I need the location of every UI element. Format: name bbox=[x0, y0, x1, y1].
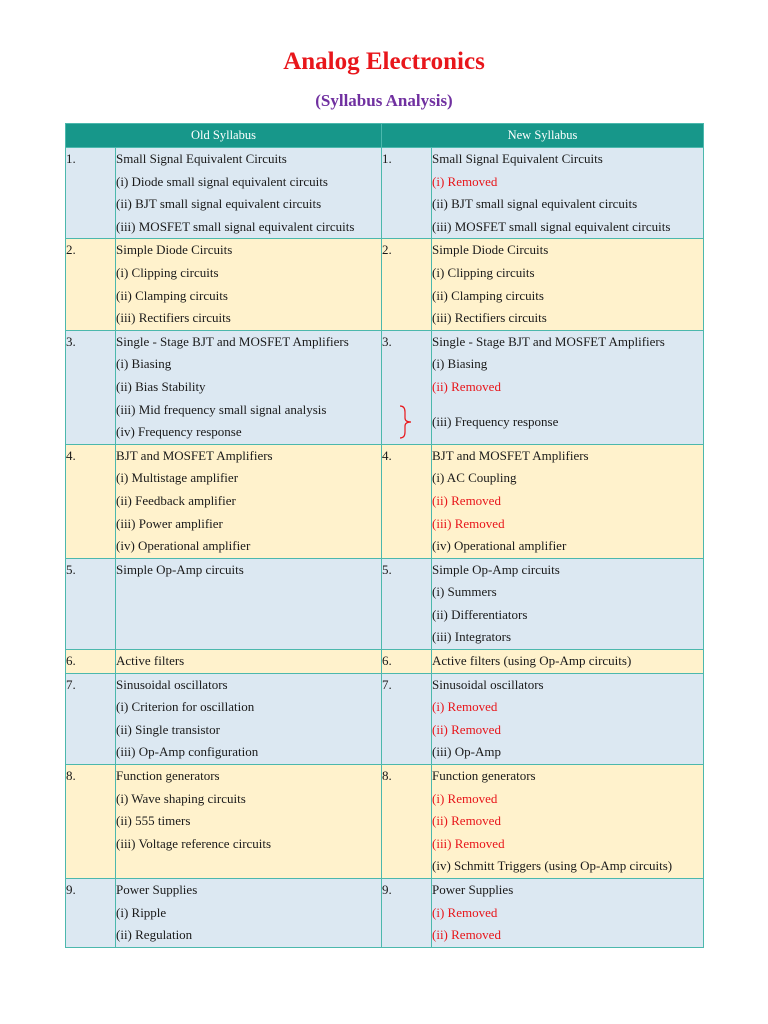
table-header-row bbox=[66, 124, 704, 148]
table-row bbox=[66, 879, 704, 948]
old-item-number: 3. bbox=[66, 330, 116, 444]
subtopic-item: (i) Biasing bbox=[116, 356, 172, 372]
subtopic-item: (i) Clipping circuits bbox=[432, 264, 535, 280]
new-topic-cell bbox=[432, 239, 704, 330]
topic-title: Simple Op-Amp circuits bbox=[432, 561, 560, 577]
subtopic-item: (i) Ripple bbox=[116, 904, 167, 920]
removed-subtopic: (ii) Removed bbox=[432, 492, 501, 508]
old-topic-cell bbox=[116, 673, 382, 764]
removed-subtopic: (ii) Removed bbox=[432, 721, 501, 737]
topic-title: Simple Diode Circuits bbox=[116, 242, 233, 258]
subtopic-item: (iii) Op-Amp configuration bbox=[116, 744, 259, 760]
subtopic-item: (ii) Clamping circuits bbox=[116, 287, 228, 303]
old-topic-cell bbox=[116, 148, 382, 239]
old-topic-cell bbox=[116, 765, 382, 879]
subtopic-item: (ii) Differentiators bbox=[432, 606, 528, 622]
syllabus-table bbox=[65, 123, 704, 948]
table-row bbox=[66, 673, 704, 764]
topic-title: BJT and MOSFET Amplifiers bbox=[432, 447, 589, 463]
subtopic-item: (iv) Operational amplifier bbox=[432, 538, 567, 554]
table-row bbox=[66, 330, 704, 444]
topic-title: Power Supplies bbox=[116, 882, 198, 897]
table-row bbox=[66, 765, 704, 879]
table-row bbox=[66, 558, 704, 649]
table-row bbox=[66, 148, 704, 239]
old-item-number: 9. bbox=[66, 879, 116, 948]
old-topic-cell bbox=[116, 558, 382, 649]
subtopic-item: (ii) Clamping circuits bbox=[432, 287, 544, 303]
topic-title: Active filters bbox=[116, 653, 185, 669]
new-item-number: 9. bbox=[382, 879, 432, 948]
subtopic-item: (iii) Voltage reference circuits bbox=[116, 835, 272, 851]
new-topic-cell bbox=[432, 673, 704, 764]
page-title: Analog Electronics bbox=[283, 48, 485, 75]
old-topic-cell bbox=[116, 879, 382, 948]
subtopic-item: (i) Diode small signal equivalent circuits bbox=[116, 173, 328, 189]
topic-title: Function generators bbox=[432, 768, 536, 784]
new-item-number: 1. bbox=[382, 148, 432, 239]
new-topic-cell bbox=[432, 879, 704, 948]
table-row bbox=[66, 444, 704, 558]
subtopic-item: (i) AC Coupling bbox=[432, 470, 517, 486]
subtopic-item: (ii) BJT small signal equivalent circuits bbox=[432, 196, 638, 212]
old-item-number: 1. bbox=[66, 148, 116, 239]
removed-subtopic: (iii) Removed bbox=[432, 835, 505, 851]
subtopic-item: (iii) Op-Amp bbox=[432, 744, 501, 760]
old-topic-cell bbox=[116, 330, 382, 444]
new-item-number: 2. bbox=[382, 239, 432, 330]
new-item-number: 8. bbox=[382, 765, 432, 879]
subtopic-item: (iii) Frequency response bbox=[432, 413, 559, 429]
subtopic-item: (ii) Regulation bbox=[116, 927, 193, 943]
topic-title: Single - Stage BJT and MOSFET Amplifiers bbox=[432, 333, 665, 349]
new-syllabus-header: New Syllabus bbox=[382, 124, 704, 148]
removed-subtopic: (i) Removed bbox=[432, 904, 498, 920]
topic-title: Sinusoidal oscillators bbox=[432, 676, 544, 692]
removed-subtopic: (iii) Removed bbox=[432, 515, 505, 531]
subtopic-item: (iv) Operational amplifier bbox=[116, 538, 251, 554]
topic-title: Simple Op-Amp circuits bbox=[116, 561, 244, 577]
removed-subtopic: (i) Removed bbox=[432, 790, 498, 806]
subtopic-item: (ii) BJT small signal equivalent circuits bbox=[116, 196, 322, 212]
subtopic-item: (iii) Mid frequency small signal analysis bbox=[116, 401, 327, 417]
new-topic-cell bbox=[432, 444, 704, 558]
spacer bbox=[432, 399, 703, 411]
subtopic-item: (i) Criterion for oscillation bbox=[116, 699, 255, 715]
subtopic-item: (i) Clipping circuits bbox=[116, 264, 219, 280]
table-row bbox=[66, 650, 704, 674]
subtopic-item: (iii) MOSFET small signal equivalent circuits bbox=[116, 218, 355, 234]
subtopic-item: (i) Summers bbox=[432, 584, 497, 600]
brace-icon bbox=[399, 404, 413, 440]
old-item-number: 6. bbox=[66, 650, 116, 674]
old-syllabus-header: Old Syllabus bbox=[66, 124, 382, 148]
subtopic-item: (iii) Rectifiers circuits bbox=[432, 310, 547, 326]
subtopic-item: (iii) Power amplifier bbox=[116, 515, 223, 531]
old-item-number: 2. bbox=[66, 239, 116, 330]
new-item-number: 7. bbox=[382, 673, 432, 764]
new-topic-cell bbox=[432, 558, 704, 649]
topic-title: Small Signal Equivalent Circuits bbox=[432, 151, 603, 166]
topic-title: Single - Stage BJT and MOSFET Amplifiers bbox=[116, 333, 349, 349]
old-topic-cell bbox=[116, 444, 382, 558]
subtopic-item: (i) Wave shaping circuits bbox=[116, 790, 246, 806]
new-topic-cell bbox=[432, 650, 704, 674]
removed-subtopic: (ii) Removed bbox=[432, 927, 501, 943]
old-item-number: 5. bbox=[66, 558, 116, 649]
removed-subtopic: (i) Removed bbox=[432, 173, 498, 189]
new-item-number: 3. bbox=[382, 330, 432, 444]
subtopic-item: (iv) Frequency response bbox=[116, 424, 242, 440]
removed-subtopic: (ii) Removed bbox=[432, 813, 501, 829]
table-body bbox=[66, 148, 704, 948]
subtopic-item: (iii) Rectifiers circuits bbox=[116, 310, 231, 326]
topic-title: Active filters (using Op-Amp circuits) bbox=[432, 653, 632, 669]
topic-title: Power Supplies bbox=[432, 882, 514, 897]
new-item-number: 5. bbox=[382, 558, 432, 649]
topic-title: Small Signal Equivalent Circuits bbox=[116, 151, 287, 166]
topic-title: Sinusoidal oscillators bbox=[116, 676, 228, 692]
removed-subtopic: (ii) Removed bbox=[432, 378, 501, 394]
old-topic-cell bbox=[116, 239, 382, 330]
subtopic-item: (iv) Schmitt Triggers (using Op-Amp circuits) bbox=[432, 858, 673, 874]
new-topic-cell bbox=[432, 765, 704, 879]
table-row bbox=[66, 239, 704, 330]
subtopic-item: (ii) Bias Stability bbox=[116, 378, 206, 394]
subtopic-item: (i) Multistage amplifier bbox=[116, 470, 239, 486]
old-item-number: 7. bbox=[66, 673, 116, 764]
page-subtitle: (Syllabus Analysis) bbox=[315, 91, 453, 110]
subtopic-item: (iii) MOSFET small signal equivalent circuits bbox=[432, 218, 671, 234]
new-topic-cell bbox=[432, 330, 704, 444]
subtopic-item: (ii) 555 timers bbox=[116, 813, 191, 829]
old-topic-cell bbox=[116, 650, 382, 674]
subtopic-item: (ii) Single transistor bbox=[116, 721, 220, 737]
subtopic-item: (ii) Feedback amplifier bbox=[116, 492, 236, 508]
new-item-number: 4. bbox=[382, 444, 432, 558]
subtopic-item: (iii) Integrators bbox=[432, 629, 512, 645]
old-item-number: 4. bbox=[66, 444, 116, 558]
topic-title: BJT and MOSFET Amplifiers bbox=[116, 447, 273, 463]
old-item-number: 8. bbox=[66, 765, 116, 879]
subtopic-item: (i) Biasing bbox=[432, 356, 488, 372]
removed-subtopic: (i) Removed bbox=[432, 699, 498, 715]
topic-title: Simple Diode Circuits bbox=[432, 242, 549, 258]
new-item-number: 6. bbox=[382, 650, 432, 674]
new-topic-cell bbox=[432, 148, 704, 239]
topic-title: Function generators bbox=[116, 768, 220, 784]
